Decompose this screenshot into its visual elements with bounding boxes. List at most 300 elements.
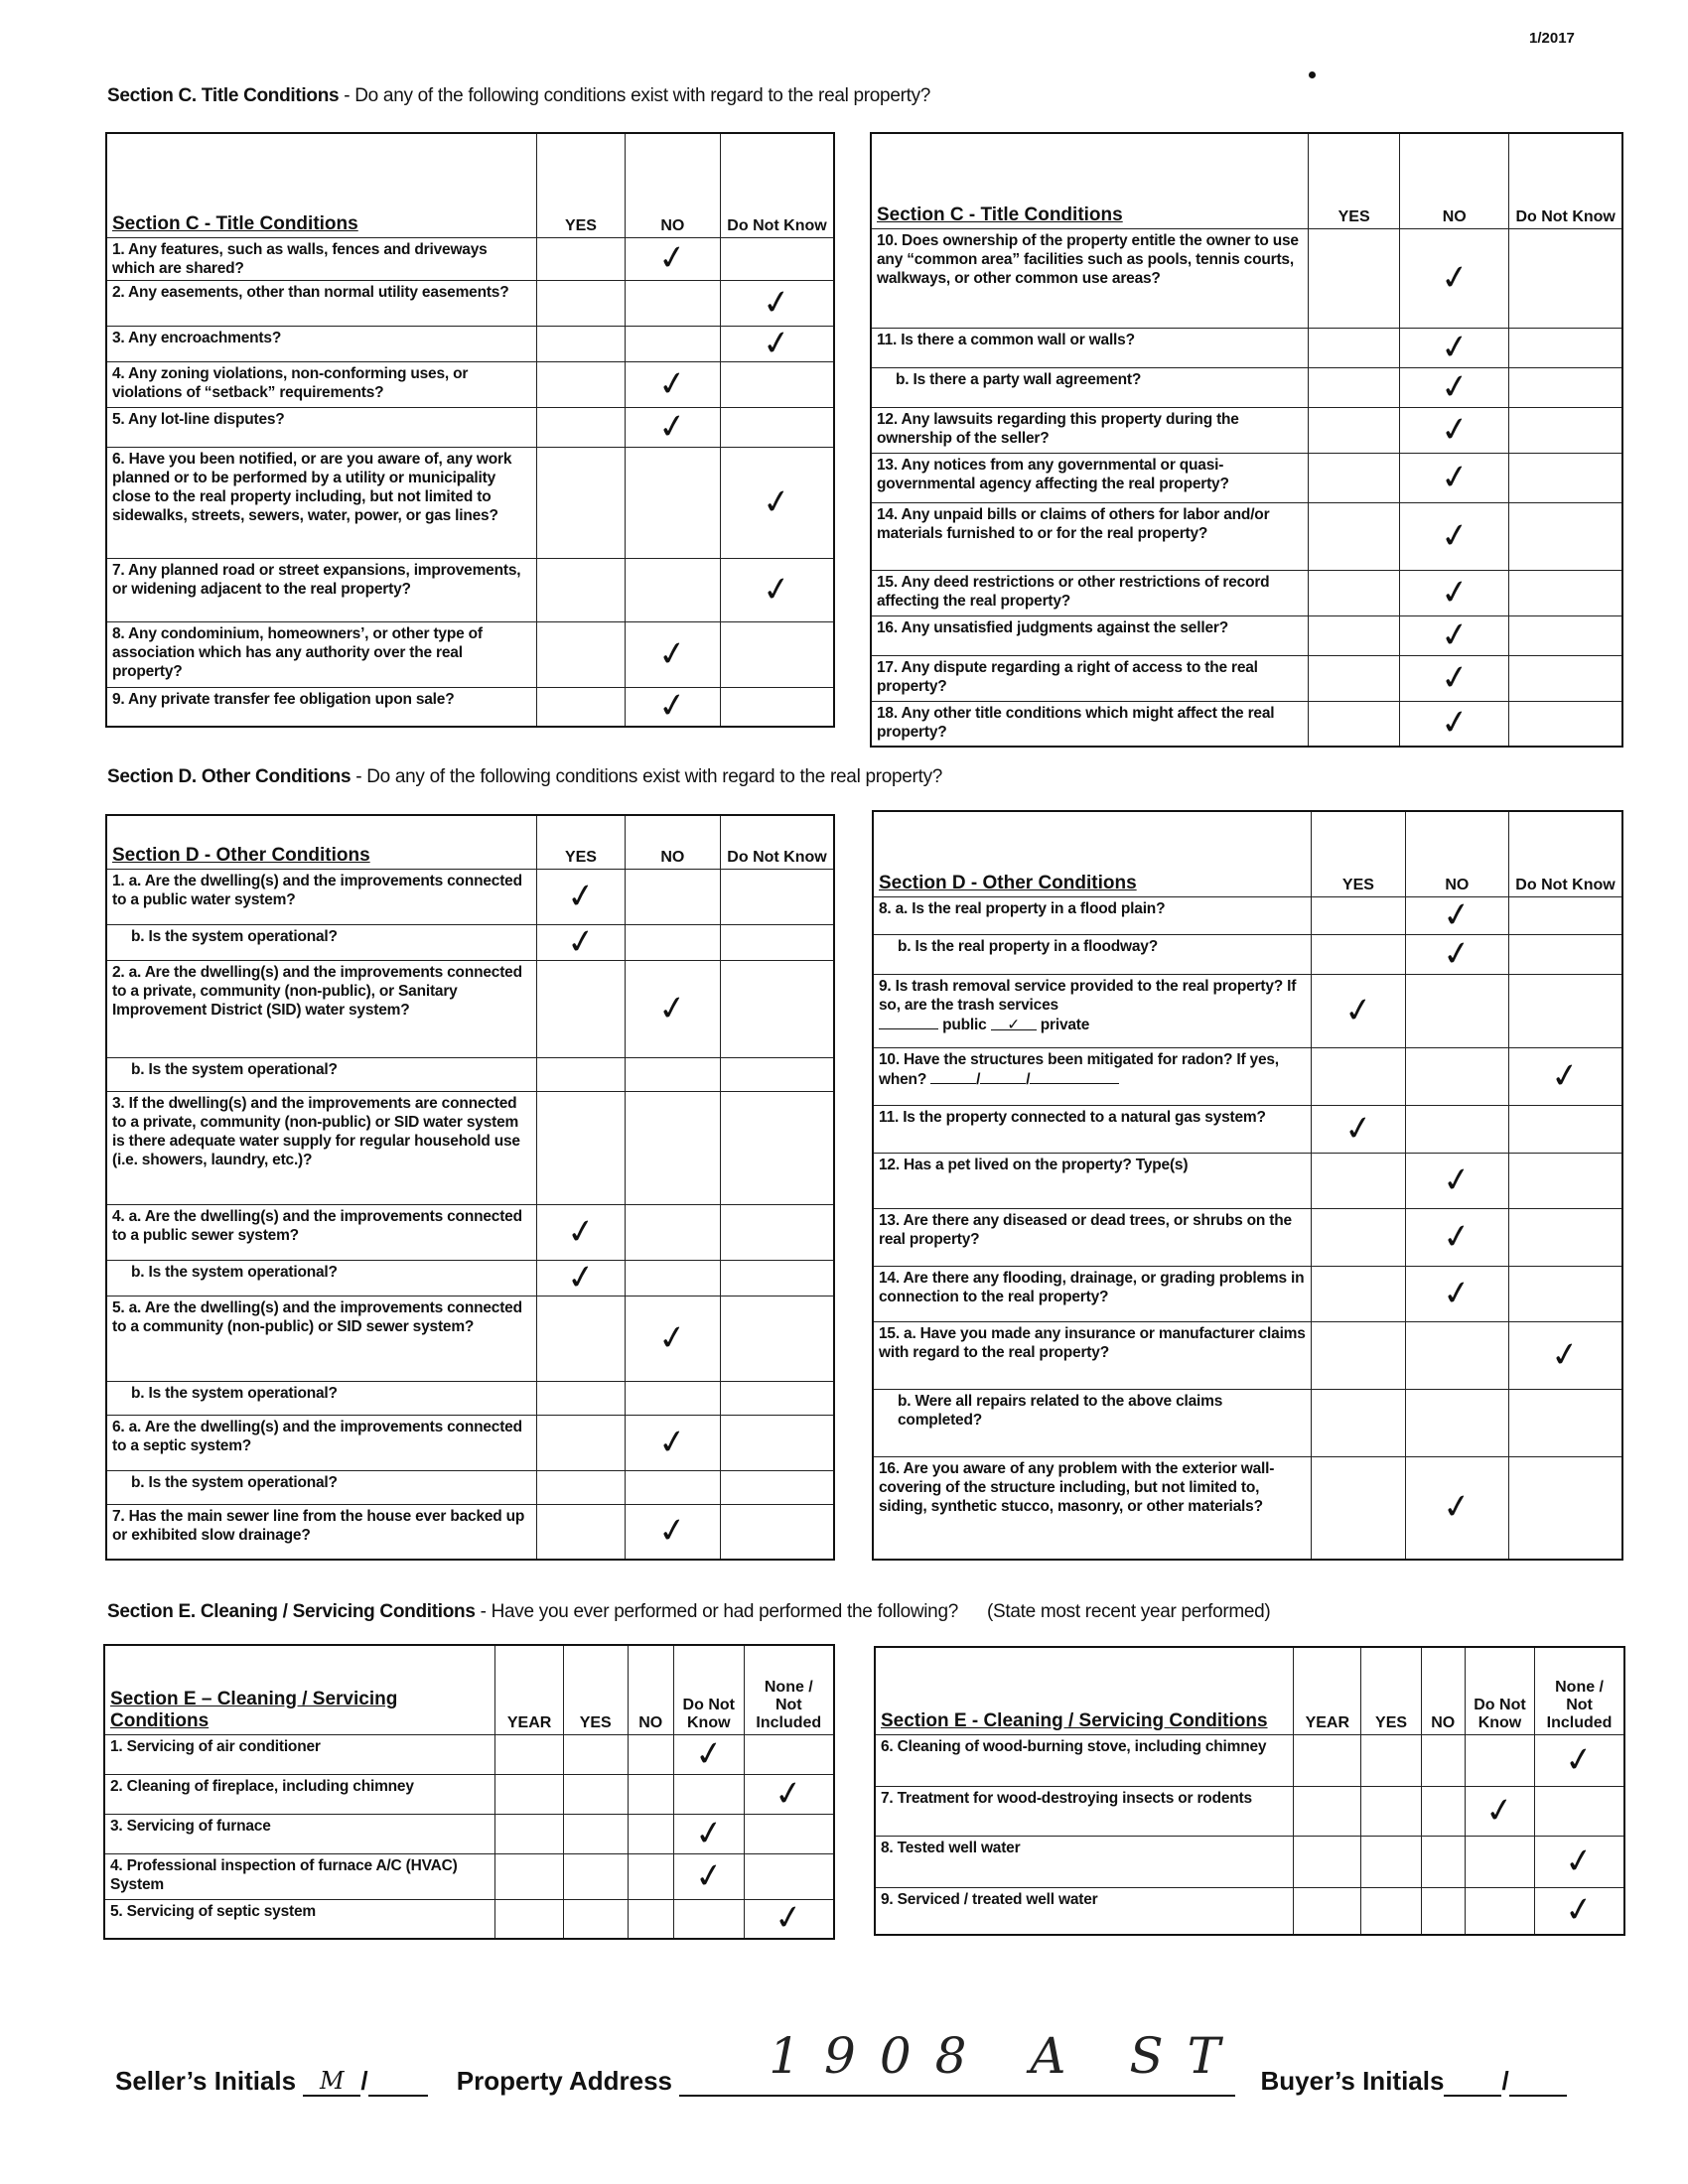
answer-dnk-cell[interactable] — [721, 407, 834, 447]
answer-no-cell[interactable] — [1400, 325, 1509, 369]
section-c-question: - Do any of the following conditions exist with regard to the real property? — [339, 85, 931, 106]
answer-yes-cell[interactable] — [1309, 453, 1400, 502]
answer-yes-cell[interactable] — [537, 1504, 625, 1560]
answer-yes-cell[interactable] — [563, 1814, 628, 1853]
answer-no-cell[interactable] — [1400, 655, 1509, 701]
table-row — [106, 960, 834, 1057]
answer-yes-cell[interactable] — [537, 1255, 625, 1299]
question-label: 5. a. Are the dwelling(s) and the improvements connected to a community (non-public) or SID sewer system? — [112, 1298, 522, 1335]
answer-no-cell[interactable] — [625, 447, 720, 558]
answer-dnk-cell[interactable] — [721, 1470, 834, 1504]
answer-yes-cell[interactable] — [537, 237, 625, 280]
answer-none-cell[interactable] — [744, 1814, 834, 1853]
answer-dnk-cell[interactable] — [1509, 570, 1622, 615]
question-text — [873, 1208, 1312, 1266]
answer-no-cell[interactable] — [625, 1260, 720, 1296]
answer-dnk-cell[interactable] — [721, 1504, 834, 1560]
answer-dnk-cell[interactable] — [673, 1899, 744, 1939]
question-label: 10. Have the structures been mitigated for radon? If yes, when? — [879, 1050, 1279, 1088]
answer-dnk-cell[interactable] — [1509, 1456, 1622, 1560]
answer-yes-cell[interactable] — [537, 1415, 625, 1470]
answer-yes-cell[interactable] — [1309, 407, 1400, 453]
table-row — [106, 1470, 834, 1504]
column-header-none: None / Not Included — [1535, 1647, 1624, 1734]
table-row — [106, 1204, 834, 1260]
answer-no-cell[interactable] — [1405, 974, 1508, 1047]
answer-no-cell[interactable] — [1400, 407, 1509, 453]
table-row — [106, 1296, 834, 1381]
section-c-table-right — [870, 132, 1623, 748]
trash-public-blank[interactable] — [879, 1015, 938, 1029]
question-label: 6. Cleaning of wood-burning stove, including chimney — [881, 1737, 1267, 1755]
answer-no-cell[interactable] — [625, 621, 720, 687]
answer-no-cell[interactable] — [1400, 364, 1509, 409]
answer-dnk-cell[interactable] — [1509, 1389, 1622, 1456]
answer-dnk-cell[interactable] — [721, 1091, 834, 1204]
answer-none-cell[interactable] — [1535, 1786, 1624, 1836]
checkmark-icon: ✓ — [760, 567, 794, 612]
table-row — [106, 1057, 834, 1091]
table-row — [871, 701, 1622, 747]
question-label: 8. a. Is the real property in a flood plain? — [879, 899, 1166, 917]
answer-no-cell[interactable] — [628, 1899, 673, 1939]
checkmark-icon: ✓ — [772, 1896, 806, 1941]
answer-year-cell[interactable] — [1294, 1887, 1361, 1935]
table-row — [871, 228, 1622, 328]
answer-no-cell[interactable] — [1405, 1153, 1508, 1208]
answer-no-cell[interactable] — [625, 1296, 720, 1381]
answer-dnk-cell[interactable] — [673, 1731, 744, 1776]
answer-no-cell[interactable] — [625, 326, 720, 361]
question-text — [871, 615, 1309, 655]
checkmark-icon: ✓ — [1437, 255, 1472, 300]
answer-dnk-cell[interactable] — [1509, 228, 1622, 328]
checkmark-icon: ✓ — [1562, 1888, 1597, 1933]
section-d-table-left — [105, 814, 835, 1561]
question-text — [871, 328, 1309, 367]
question-label: 2. Cleaning of fireplace, including chimney — [110, 1777, 414, 1795]
answer-dnk-cell[interactable] — [721, 1415, 834, 1470]
section-d-title: Section D. Other Conditions — [107, 766, 352, 787]
answer-dnk-cell[interactable] — [721, 1260, 834, 1296]
question-label: 5. Servicing of septic system — [110, 1902, 316, 1920]
buyer-initials-field[interactable] — [1444, 2095, 1501, 2097]
answer-no-cell[interactable] — [625, 1415, 720, 1470]
table-row — [875, 1786, 1624, 1836]
table-row — [871, 502, 1622, 570]
answer-no-cell[interactable] — [1400, 570, 1509, 615]
answer-no-cell[interactable] — [625, 869, 720, 924]
section-e-title: Section E. Cleaning / Servicing Conditions — [107, 1601, 476, 1622]
answer-yes-cell[interactable] — [563, 1853, 628, 1899]
table-row — [106, 1091, 834, 1204]
question-text — [104, 1774, 495, 1814]
answer-yes-cell[interactable] — [537, 1057, 625, 1091]
stray-mark — [1309, 71, 1316, 78]
column-header-year: YEAR — [495, 1645, 564, 1734]
answer-yes-cell[interactable] — [1309, 615, 1400, 655]
question-text — [106, 326, 537, 361]
answer-no-cell[interactable] — [625, 237, 720, 280]
table-row — [871, 453, 1622, 502]
column-header-year: YEAR — [1294, 1647, 1361, 1734]
answer-dnk-cell[interactable] — [1509, 453, 1622, 502]
answer-dnk-cell[interactable] — [721, 237, 834, 280]
table-row — [871, 570, 1622, 615]
answer-dnk-cell[interactable] — [721, 361, 834, 407]
answer-yes-cell[interactable] — [1312, 1105, 1405, 1153]
answer-yes-cell[interactable] — [537, 621, 625, 687]
answer-yes-cell[interactable] — [563, 1774, 628, 1814]
answer-yes-cell[interactable] — [537, 361, 625, 407]
answer-year-cell[interactable] — [1294, 1836, 1361, 1887]
trash-private-blank[interactable] — [991, 1015, 1037, 1033]
answer-no-cell[interactable] — [1421, 1786, 1465, 1836]
answer-yes-cell[interactable] — [537, 1381, 625, 1415]
table-row — [106, 237, 834, 280]
answer-no-cell[interactable] — [1405, 892, 1508, 937]
answer-dnk-cell[interactable] — [1509, 328, 1622, 367]
answer-none-cell[interactable] — [744, 1896, 834, 1941]
answer-yes-cell[interactable] — [1361, 1836, 1421, 1887]
answer-no-cell[interactable] — [1405, 1321, 1508, 1389]
question-text — [106, 361, 537, 407]
column-header-dnk: Do Not Know — [673, 1645, 744, 1734]
checkmark-icon: ✓ — [655, 986, 690, 1030]
section-d-question: - Do any of the following conditions exist with regard to the real property? — [351, 766, 943, 787]
table-row — [873, 896, 1622, 934]
answer-dnk-cell[interactable] — [721, 1381, 834, 1415]
answer-yes-cell[interactable] — [537, 280, 625, 326]
answer-yes-cell[interactable] — [1312, 934, 1405, 974]
answer-dnk-cell[interactable] — [721, 1204, 834, 1260]
answer-yes-cell[interactable] — [537, 558, 625, 621]
answer-no-cell[interactable] — [628, 1853, 673, 1899]
answer-none-cell[interactable] — [1535, 1836, 1624, 1887]
answer-dnk-cell[interactable] — [1509, 1105, 1622, 1153]
checkmark-icon: ✓ — [564, 874, 598, 918]
question-label: b. Is the system operational? — [131, 1473, 338, 1491]
answer-yes-cell[interactable] — [1312, 1208, 1405, 1266]
answer-no-cell[interactable] — [1400, 615, 1509, 655]
table-row — [873, 934, 1622, 974]
question-text — [873, 934, 1312, 974]
answer-yes-cell[interactable] — [1312, 1266, 1405, 1321]
answer-no-cell[interactable] — [1405, 1266, 1508, 1321]
answer-dnk-cell[interactable] — [673, 1853, 744, 1899]
question-text — [106, 1381, 537, 1415]
answer-yes-cell[interactable] — [537, 1204, 625, 1260]
table-row — [106, 280, 834, 326]
answer-none-cell[interactable] — [744, 1734, 834, 1774]
answer-no-cell[interactable] — [625, 960, 720, 1057]
answer-year-cell[interactable] — [495, 1899, 564, 1939]
checkmark-icon: ✓ — [655, 1509, 690, 1554]
question-text — [871, 367, 1309, 407]
question-text — [873, 1321, 1312, 1389]
answer-yes-cell[interactable] — [537, 1470, 625, 1504]
header-row — [875, 1647, 1624, 1734]
answer-no-cell[interactable] — [1405, 1208, 1508, 1266]
question-label: 13. Any notices from any governmental or quasi-governmental agency affecting the real property? — [877, 456, 1229, 492]
answer-yes-cell[interactable] — [1309, 502, 1400, 570]
checkmark-icon: ✓ — [1548, 1332, 1583, 1377]
answer-dnk-cell[interactable] — [721, 960, 834, 1057]
answer-yes-cell[interactable] — [1312, 1153, 1405, 1208]
answer-yes-cell[interactable] — [1309, 228, 1400, 328]
question-text — [106, 687, 537, 727]
table-row — [873, 1456, 1622, 1560]
answer-yes-cell[interactable] — [1361, 1734, 1421, 1786]
answer-year-cell[interactable] — [1294, 1734, 1361, 1786]
question-text — [104, 1899, 495, 1939]
table-row — [873, 1266, 1622, 1321]
checkmark-icon: ✓ — [1482, 1788, 1517, 1833]
radon-date-blanks[interactable]: / / — [930, 1071, 1119, 1088]
checkmark-icon: ✓ — [1437, 455, 1472, 499]
checkmark-icon: ✓ — [655, 631, 690, 676]
checkmark-icon: ✓ — [1437, 655, 1472, 700]
question-label: 5. Any lot-line disputes? — [112, 410, 285, 428]
checkmark-icon: ✓ — [564, 1209, 598, 1254]
question-text — [104, 1853, 495, 1899]
checkmark-icon: ✓ — [1437, 613, 1472, 657]
section-e-note: (State most recent year performed) — [986, 1601, 1271, 1622]
answer-no-cell[interactable] — [625, 558, 720, 621]
question-label: 1. Any features, such as walls, fences and driveways which are shared? — [112, 240, 488, 277]
answer-yes-cell[interactable] — [1309, 570, 1400, 615]
answer-dnk-cell[interactable] — [721, 869, 834, 924]
answer-yes-cell[interactable] — [1309, 655, 1400, 701]
answer-dnk-cell[interactable] — [1465, 1786, 1534, 1836]
answer-no-cell[interactable] — [628, 1814, 673, 1853]
answer-dnk-cell[interactable] — [1509, 407, 1622, 453]
table-row — [106, 869, 834, 924]
seller-initials-field-2[interactable] — [368, 2095, 428, 2097]
checkmark-icon: ✓ — [1437, 407, 1472, 452]
answer-year-cell[interactable] — [1294, 1786, 1361, 1836]
answer-yes-cell[interactable] — [537, 447, 625, 558]
answer-no-cell[interactable] — [1400, 502, 1509, 570]
answer-yes-cell[interactable] — [1309, 328, 1400, 367]
answer-yes-cell[interactable] — [1312, 896, 1405, 934]
table-row — [871, 615, 1622, 655]
answer-no-cell[interactable] — [625, 404, 720, 449]
answer-dnk-cell[interactable] — [1509, 1321, 1622, 1389]
checkmark-icon: ✓ — [655, 1315, 690, 1360]
answer-no-cell[interactable] — [1400, 701, 1509, 747]
answer-yes-cell[interactable] — [537, 919, 625, 964]
question-label: b. Is the real property in a floodway? — [898, 937, 1158, 955]
answer-no-cell[interactable] — [1400, 453, 1509, 502]
question-label: 15. a. Have you made any insurance or manufacturer claims with regard to the real property? — [879, 1324, 1306, 1361]
answer-dnk-cell[interactable] — [721, 621, 834, 687]
answer-no-cell[interactable] — [628, 1734, 673, 1774]
answer-no-cell[interactable] — [625, 1091, 720, 1204]
answer-none-cell[interactable] — [1535, 1734, 1624, 1786]
answer-dnk-cell[interactable] — [1465, 1887, 1534, 1935]
question-text — [106, 1260, 537, 1296]
answer-yes-cell[interactable] — [1361, 1887, 1421, 1935]
checkmark-icon: ✓ — [655, 236, 690, 280]
answer-no-cell[interactable] — [1421, 1836, 1465, 1887]
answer-no-cell[interactable] — [625, 1204, 720, 1260]
answer-yes-cell[interactable] — [1312, 1047, 1405, 1105]
answer-dnk-cell[interactable] — [1509, 934, 1622, 974]
answer-dnk-cell[interactable] — [1509, 701, 1622, 747]
answer-dnk-cell[interactable] — [1509, 1047, 1622, 1105]
section-e-question: - Have you ever performed or had performed the following? — [475, 1601, 958, 1622]
answer-dnk-cell[interactable] — [1509, 1153, 1622, 1208]
table-row — [106, 687, 834, 727]
answer-no-cell[interactable] — [625, 924, 720, 960]
answer-no-cell[interactable] — [625, 684, 720, 729]
table-row — [875, 1836, 1624, 1887]
answer-dnk-cell[interactable] — [1509, 974, 1622, 1047]
answer-no-cell[interactable] — [1405, 1047, 1508, 1105]
question-text — [106, 1057, 537, 1091]
trash-options — [879, 1015, 1306, 1034]
answer-dnk-cell[interactable] — [1465, 1734, 1534, 1786]
section-c-heading — [107, 85, 930, 107]
answer-yes-cell[interactable] — [537, 869, 625, 924]
answer-no-cell[interactable] — [625, 1057, 720, 1091]
answer-no-cell[interactable] — [1421, 1887, 1465, 1935]
answer-year-cell[interactable] — [495, 1734, 564, 1774]
answer-dnk-cell[interactable] — [1465, 1836, 1534, 1887]
answer-dnk-cell[interactable] — [673, 1811, 744, 1855]
answer-yes-cell[interactable] — [1312, 1321, 1405, 1389]
table-row — [875, 1887, 1624, 1935]
answer-yes-cell[interactable] — [537, 407, 625, 447]
question-text — [106, 558, 537, 621]
question-text — [106, 280, 537, 326]
seller-initials-field[interactable]: M — [303, 2067, 360, 2097]
checkmark-icon: ✓ — [1437, 325, 1472, 369]
answer-yes-cell[interactable] — [1312, 1389, 1405, 1456]
answer-yes-cell[interactable] — [563, 1899, 628, 1939]
answer-dnk-cell[interactable] — [1509, 1208, 1622, 1266]
question-text — [873, 1456, 1312, 1560]
question-label: 12. Any lawsuits regarding this property during the ownership of the seller? — [877, 410, 1239, 447]
checkmark-icon: ✓ — [1007, 1015, 1021, 1033]
checkmark-icon: ✓ — [655, 404, 690, 449]
question-text — [875, 1734, 1294, 1786]
answer-yes-cell[interactable] — [537, 1091, 625, 1204]
question-label: b. Is the system operational? — [131, 927, 338, 945]
question-label: 9. Any private transfer fee obligation upon sale? — [112, 690, 455, 708]
table-row — [106, 407, 834, 447]
answer-no-cell[interactable] — [625, 1381, 720, 1415]
answer-yes-cell[interactable] — [537, 960, 625, 1057]
question-label: 12. Has a pet lived on the property? Type(s) — [879, 1156, 1189, 1173]
answer-dnk-cell[interactable] — [721, 924, 834, 960]
answer-no-cell[interactable] — [625, 1504, 720, 1560]
table-row — [106, 924, 834, 960]
column-header-yes: YES — [1312, 811, 1405, 896]
answer-dnk-cell[interactable] — [1509, 655, 1622, 701]
answer-yes-cell[interactable] — [563, 1734, 628, 1774]
column-header-dnk: Do Not Know — [1465, 1647, 1534, 1734]
answer-no-cell[interactable] — [1405, 1389, 1508, 1456]
table-header: Section C - Title Conditions — [871, 133, 1309, 228]
table-row — [873, 1389, 1622, 1456]
answer-yes-cell[interactable] — [537, 1296, 625, 1381]
answer-yes-cell[interactable] — [537, 326, 625, 361]
question-text — [106, 407, 537, 447]
answer-yes-cell[interactable] — [1309, 701, 1400, 747]
answer-dnk-cell[interactable] — [721, 280, 834, 326]
table-row — [106, 361, 834, 407]
answer-no-cell[interactable] — [625, 280, 720, 326]
answer-dnk-cell[interactable] — [1509, 502, 1622, 570]
question-text — [106, 1415, 537, 1470]
answer-yes-cell[interactable] — [1309, 367, 1400, 407]
answer-dnk-cell[interactable] — [721, 1057, 834, 1091]
buyer-initials-field-2[interactable] — [1509, 2095, 1567, 2097]
question-label: 3. If the dwelling(s) and the improvements are connected to a private, community (non-public) or SID water system is there adequate water supply for regular household use (i.e. showers, laundry, etc.)? — [112, 1094, 520, 1168]
answer-dnk-cell[interactable] — [721, 1296, 834, 1381]
column-header-yes: YES — [537, 815, 625, 869]
question-label: 2. a. Are the dwelling(s) and the improvements connected to a private, community (non-public), or Sanitary Improvement District (SID) water system? — [112, 963, 522, 1019]
answer-no-cell[interactable] — [1421, 1734, 1465, 1786]
question-text — [873, 1105, 1312, 1153]
answer-dnk-cell[interactable] — [1509, 1266, 1622, 1321]
answer-dnk-cell[interactable] — [721, 447, 834, 558]
answer-dnk-cell[interactable] — [721, 687, 834, 727]
answer-year-cell[interactable] — [495, 1814, 564, 1853]
answer-year-cell[interactable] — [495, 1853, 564, 1899]
answer-no-cell[interactable] — [1405, 1105, 1508, 1153]
answer-none-cell[interactable] — [744, 1853, 834, 1899]
answer-dnk-cell[interactable] — [1509, 896, 1622, 934]
question-text — [875, 1887, 1294, 1935]
column-header-dnk: Do Not Know — [721, 133, 834, 237]
question-text — [106, 1296, 537, 1381]
answer-no-cell[interactable] — [1405, 1456, 1508, 1560]
answer-yes-cell[interactable] — [537, 687, 625, 727]
question-text — [873, 1047, 1312, 1105]
property-address-field[interactable] — [679, 2027, 1244, 2097]
table-row — [875, 1734, 1624, 1786]
column-header-yes: YES — [1361, 1647, 1421, 1734]
answer-dnk-cell[interactable] — [721, 558, 834, 621]
answer-no-cell[interactable] — [625, 1470, 720, 1504]
question-label: 8. Any condominium, homeowners’, or other type of association which has any authority over the real property? — [112, 624, 483, 680]
answer-dnk-cell[interactable] — [721, 321, 834, 365]
question-label: 15. Any deed restrictions or other restrictions of record affecting the real property? — [877, 573, 1270, 610]
answer-none-cell[interactable] — [1535, 1887, 1624, 1935]
answer-no-cell[interactable] — [1405, 931, 1508, 976]
answer-no-cell[interactable] — [628, 1774, 673, 1814]
answer-year-cell[interactable] — [495, 1774, 564, 1814]
answer-dnk-cell[interactable] — [673, 1774, 744, 1814]
answer-yes-cell[interactable] — [1312, 974, 1405, 1047]
checkmark-icon: ✓ — [564, 919, 598, 964]
answer-yes-cell[interactable] — [1361, 1786, 1421, 1836]
question-text — [106, 960, 537, 1057]
answer-none-cell[interactable] — [744, 1771, 834, 1816]
answer-no-cell[interactable] — [625, 361, 720, 407]
trash-public-label: public — [938, 1016, 991, 1033]
answer-dnk-cell[interactable] — [1509, 615, 1622, 655]
question-label: 8. Tested well water — [881, 1839, 1021, 1856]
answer-dnk-cell[interactable] — [1509, 367, 1622, 407]
checkmark-icon: ✓ — [1437, 701, 1472, 746]
answer-no-cell[interactable] — [1400, 228, 1509, 328]
answer-yes-cell[interactable] — [1312, 1456, 1405, 1560]
checkmark-icon: ✓ — [760, 321, 794, 365]
